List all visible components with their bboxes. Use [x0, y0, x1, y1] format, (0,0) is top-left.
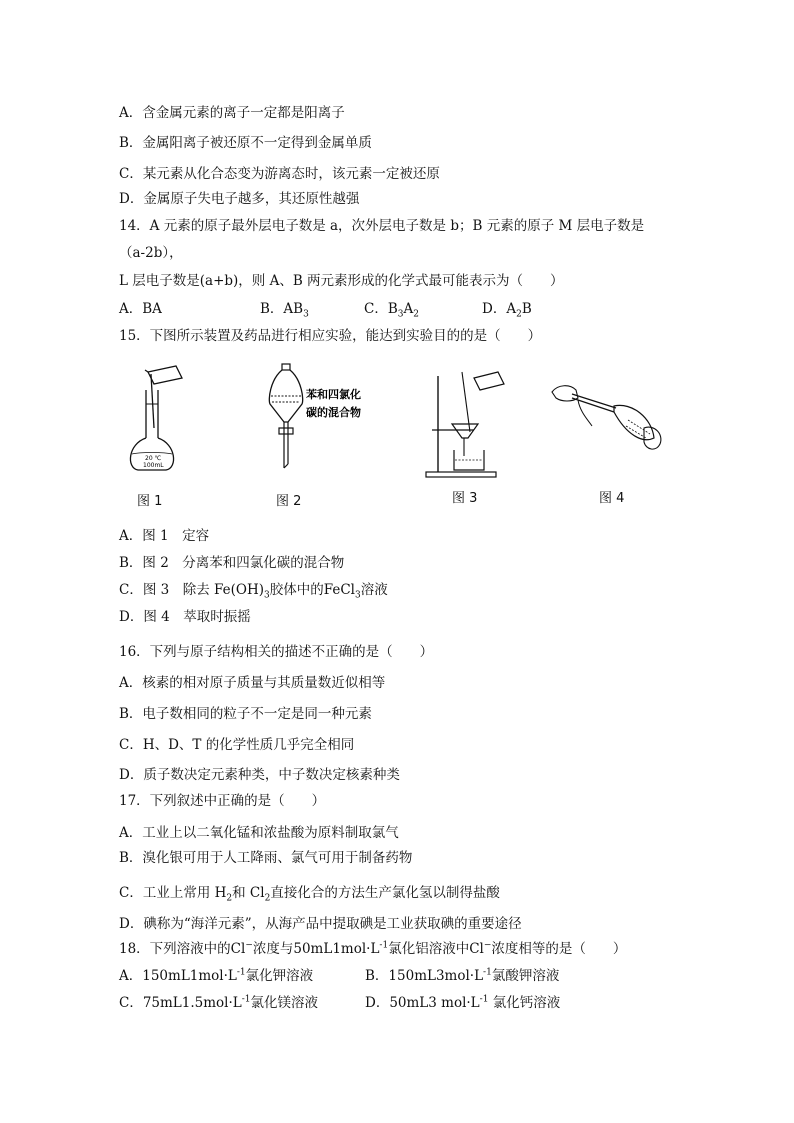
q14-option-b: B．$AB_3$ [260, 301, 309, 320]
figure-2-caption: 图 2 [276, 494, 302, 509]
q14-option-d: D．$A_2B$ [482, 301, 532, 320]
q17-option-c: C．工业上常用 $H_2$和 $Cl_2$直接化合的方法生产氯化氢以制得盐酸 [119, 885, 500, 904]
q18-option-d: D．50mL3 $mol\cdot L^{-1}$ 氯化钙溶液 [365, 994, 561, 1011]
q13-option-d: D．金属原子失电子越多，其还原性越强 [119, 191, 360, 207]
q18-option-c: C．$75mL1.5mol\cdot L^{-1}$氯化镁溶液 [119, 994, 319, 1011]
q14-option-c: C．$B_3A_2$ [364, 301, 419, 320]
q13-option-c: C．某元素从化合态变为游离态时，该元素一定被还原 [119, 166, 440, 182]
q16-option-d: D．质子数决定元素种类，中子数决定核素种类 [119, 767, 400, 783]
fig2-label-line1: 苯和四氯化 [306, 388, 361, 401]
q15-stem: 15．下图所示装置及药品进行相应实验，能达到实验目的的是（ ） [119, 328, 542, 344]
q14-options [119, 300, 719, 318]
q16-option-c: C．H、D、T 的化学性质几乎完全相同 [119, 737, 355, 753]
q16-option-b: B．电子数相同的粒子不一定是同一种元素 [119, 706, 372, 722]
q14-stem-line3: L 层电子数是(a+b)，则 A、B 两元素形成的化学式最可能表示为（ ） [119, 273, 564, 289]
figure-2-separatory-funnel [262, 360, 382, 475]
q14-option-a: A．BA [119, 301, 162, 317]
q15-option-a: A．图 1 定容 [119, 528, 210, 544]
figure-1-caption: 图 1 [137, 494, 163, 509]
q17-option-d: D．碘称为“海洋元素”，从海产品中提取碘是工业获取碘的重要途径 [119, 916, 522, 932]
figure-4-caption: 图 4 [599, 491, 625, 506]
q14-stem-line2: （a-2b）， [119, 245, 183, 261]
q15-option-d: D．图 4 萃取时振摇 [119, 609, 251, 625]
q13-option-b: B．金属阳离子被还原不一定得到金属单质 [119, 135, 372, 151]
q14-stem-line1: 14．A 元素的原子最外层电子数是 a，次外层电子数是 b；B 元素的原子 M 层电子数是 [119, 218, 645, 234]
q18-options-row1 [119, 967, 719, 985]
q17-stem: 17．下列叙述中正确的是（ ） [119, 793, 326, 809]
figure-3-filtration [418, 368, 508, 483]
q18-stem: 18．下列溶液中的Cl−浓度与$50mL1mol\cdot L^{-1}$氯化铝溶液中Cl−浓度相等的是（ ） [119, 940, 627, 957]
q18-option-b: B．$150mL3mol\cdot L^{-1}$氯酸钾溶液 [365, 967, 560, 984]
flask-label-temp: 20 ℃ [145, 455, 162, 462]
flask-label-volume: 100mL [143, 462, 164, 469]
q15-option-c: C．图 3 除去 $Fe(OH)_3$胶体中的FeCl$_3$溶液 [119, 582, 388, 601]
q17-option-a: A．工业上以二氧化锰和浓盐酸为原料制取氯气 [119, 825, 399, 841]
q16-stem: 16．下列与原子结构相关的描述不正确的是（ ） [119, 644, 434, 660]
q13-option-a: A．含金属元素的离子一定都是阳离子 [119, 105, 345, 121]
q15-option-b: B．图 2 分离苯和四氯化碳的混合物 [119, 555, 345, 571]
figure-1-volumetric-flask [118, 360, 198, 475]
q17-option-b: B．溴化银可用于人工降雨、氯气可用于制备药物 [119, 850, 413, 866]
q16-option-a: A．核素的相对原子质量与其质量数近似相等 [119, 675, 386, 691]
q18-options-row2 [119, 994, 719, 1012]
fig2-label-line2: 碳的混合物 [306, 406, 361, 419]
figure-3-caption: 图 3 [452, 491, 478, 506]
figure-4-shaking-funnel [548, 378, 668, 468]
q18-option-a: A．$150mL1mol\cdot L^{-1}$氯化钾溶液 [119, 967, 314, 984]
